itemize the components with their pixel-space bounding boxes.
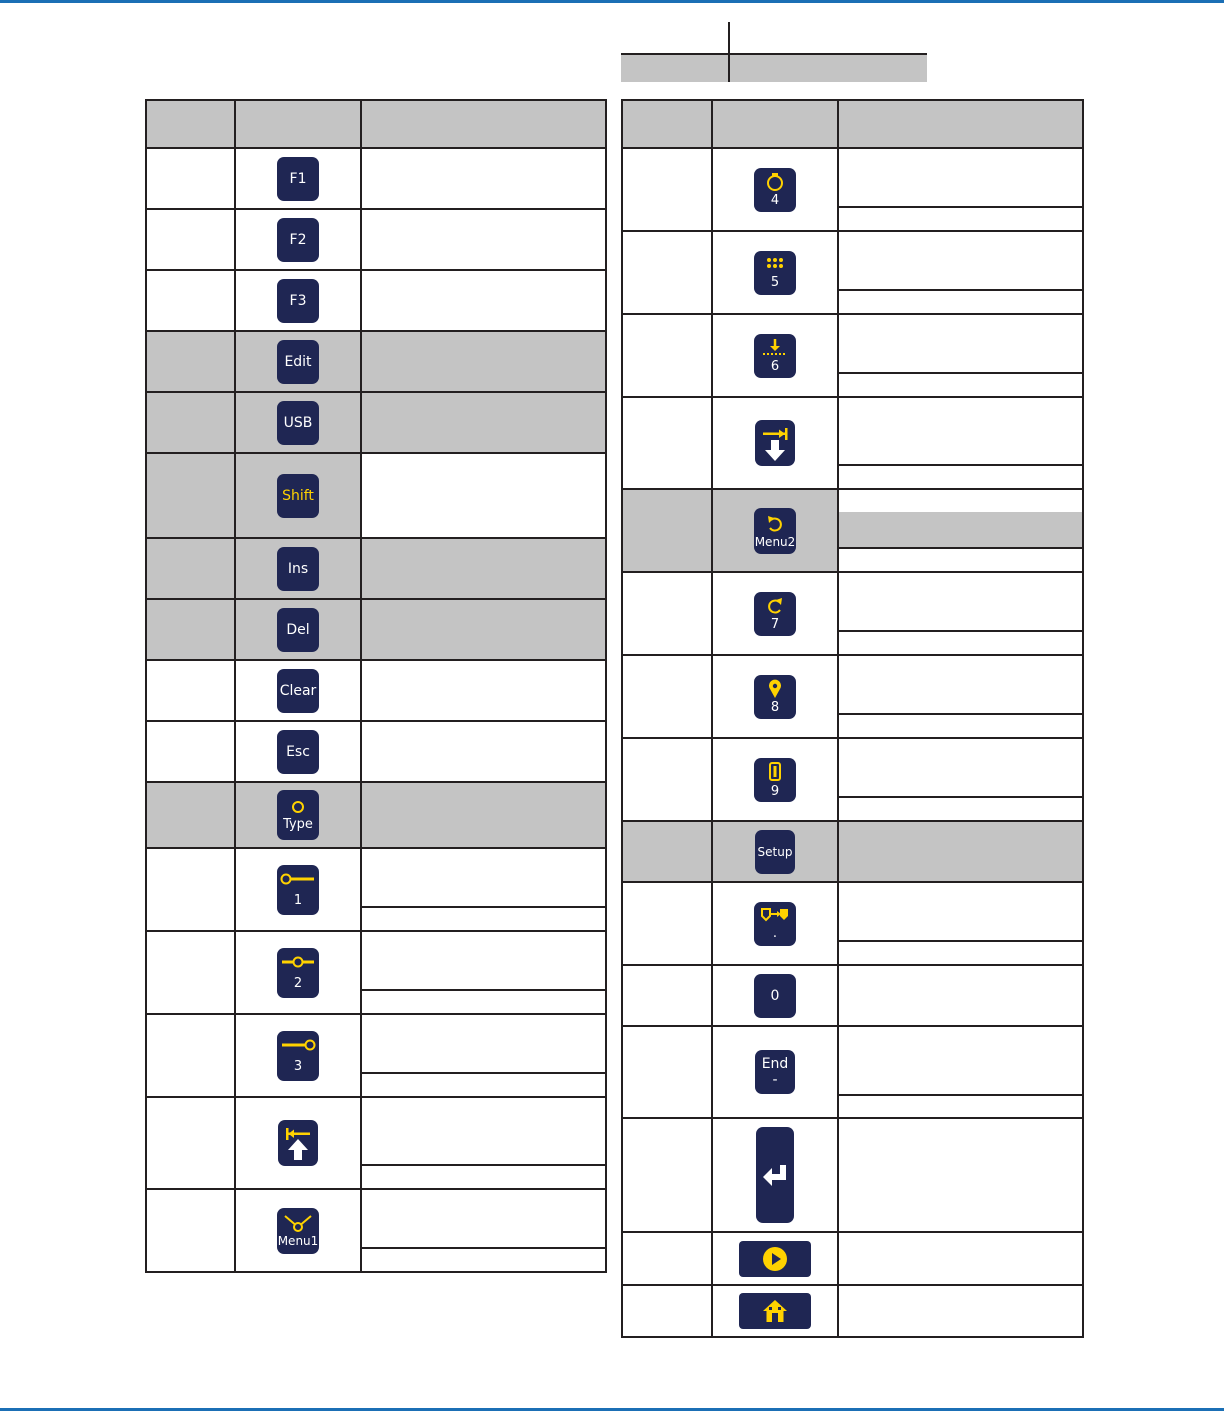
down-to-line-icon (761, 338, 789, 358)
enter-key[interactable] (756, 1127, 794, 1223)
table-row (146, 209, 606, 270)
table-row (146, 148, 606, 209)
table-row (146, 331, 606, 392)
table-row (622, 1232, 1083, 1285)
table-row (622, 1285, 1083, 1337)
header-cell (146, 100, 235, 148)
table-row (146, 599, 606, 660)
bottom-rule (0, 1408, 1224, 1411)
ins-key[interactable]: Ins (277, 547, 319, 591)
table-header-row (146, 100, 606, 148)
tab-forward-key[interactable] (755, 420, 795, 466)
play-icon (762, 1246, 788, 1272)
edit-key[interactable]: Edit (277, 340, 319, 384)
esc-key[interactable]: Esc (277, 730, 319, 774)
table-row (146, 270, 606, 331)
left-marker-icon (280, 872, 316, 886)
dots-grid-icon (765, 256, 785, 270)
right-key-table (621, 99, 1084, 1338)
del-key[interactable]: Del (277, 608, 319, 652)
table-row (146, 931, 606, 1014)
header-cell (622, 100, 712, 148)
key-3[interactable]: 3 (277, 1031, 319, 1081)
header-cell (838, 100, 1083, 148)
table-row (622, 738, 1083, 821)
table-row (146, 721, 606, 782)
legend-rule (621, 53, 927, 55)
ring-icon (765, 172, 785, 192)
key-1[interactable]: 1 (277, 865, 319, 915)
f1-key[interactable]: F1 (277, 157, 319, 201)
header-cell (712, 100, 838, 148)
table-row (146, 848, 606, 931)
key-4[interactable]: 4 (754, 168, 796, 212)
header-cell (361, 100, 606, 148)
tab-back-key[interactable] (278, 1120, 318, 1166)
table-row (622, 572, 1083, 655)
key-6[interactable]: 6 (754, 334, 796, 378)
table-row (146, 782, 606, 848)
header-cell (235, 100, 361, 148)
legend-table (621, 0, 927, 82)
f2-key[interactable]: F2 (277, 218, 319, 262)
menu2-key[interactable]: Menu2 (754, 508, 796, 554)
key-2[interactable]: 2 (277, 948, 319, 998)
table-row (146, 392, 606, 453)
center-marker-icon (280, 955, 316, 969)
table-row (146, 660, 606, 721)
table-row (622, 148, 1083, 231)
arrow-up-from-left-icon (282, 1123, 314, 1163)
top-rule (0, 0, 1224, 3)
end-key[interactable]: End - (755, 1050, 795, 1094)
table-row (622, 1026, 1083, 1118)
table-header-row (622, 100, 1083, 148)
v-marker-icon (282, 1214, 314, 1232)
table-row (622, 397, 1083, 489)
table-row (146, 1014, 606, 1097)
period-key[interactable]: . (754, 902, 796, 946)
enter-arrow-icon (760, 1162, 790, 1188)
start-key[interactable] (739, 1241, 811, 1277)
table-row (146, 538, 606, 599)
home-key[interactable] (739, 1293, 811, 1329)
usb-key[interactable]: USB (277, 401, 319, 445)
arrow-down-to-right-icon (759, 423, 791, 463)
table-row (622, 314, 1083, 397)
table-row (622, 655, 1083, 738)
table-row (146, 1189, 606, 1272)
table-row (146, 1097, 606, 1189)
right-marker-icon (280, 1038, 316, 1052)
clear-key[interactable]: Clear (277, 669, 319, 713)
key-9[interactable]: 9 (754, 758, 796, 802)
shape-transfer-icon (759, 907, 791, 923)
key-8[interactable]: 8 (754, 675, 796, 719)
key-5[interactable]: 5 (754, 251, 796, 295)
table-row (622, 1118, 1083, 1232)
table-row (622, 231, 1083, 314)
table-row (146, 453, 606, 538)
key-7[interactable]: 7 (754, 592, 796, 636)
home-icon (761, 1298, 789, 1324)
legend-divider-lower (728, 55, 730, 82)
table-row (622, 882, 1083, 965)
table-row (622, 965, 1083, 1026)
menu1-key[interactable]: Menu1 (277, 1208, 319, 1254)
location-pin-icon (767, 679, 783, 699)
setup-key[interactable]: Setup (755, 830, 795, 874)
clip-icon (767, 761, 783, 783)
legend-shaded-row (621, 55, 927, 82)
table-row (622, 489, 1083, 572)
table-row (622, 821, 1083, 882)
redo-arrow-icon (765, 596, 785, 616)
type-key[interactable]: Type (277, 790, 319, 840)
f3-key[interactable]: F3 (277, 279, 319, 323)
shift-key[interactable]: Shift (277, 474, 319, 518)
undo-arrow-icon (765, 514, 785, 534)
circle-icon (291, 800, 305, 814)
left-key-table (145, 99, 607, 1273)
key-0[interactable]: 0 (754, 974, 796, 1018)
